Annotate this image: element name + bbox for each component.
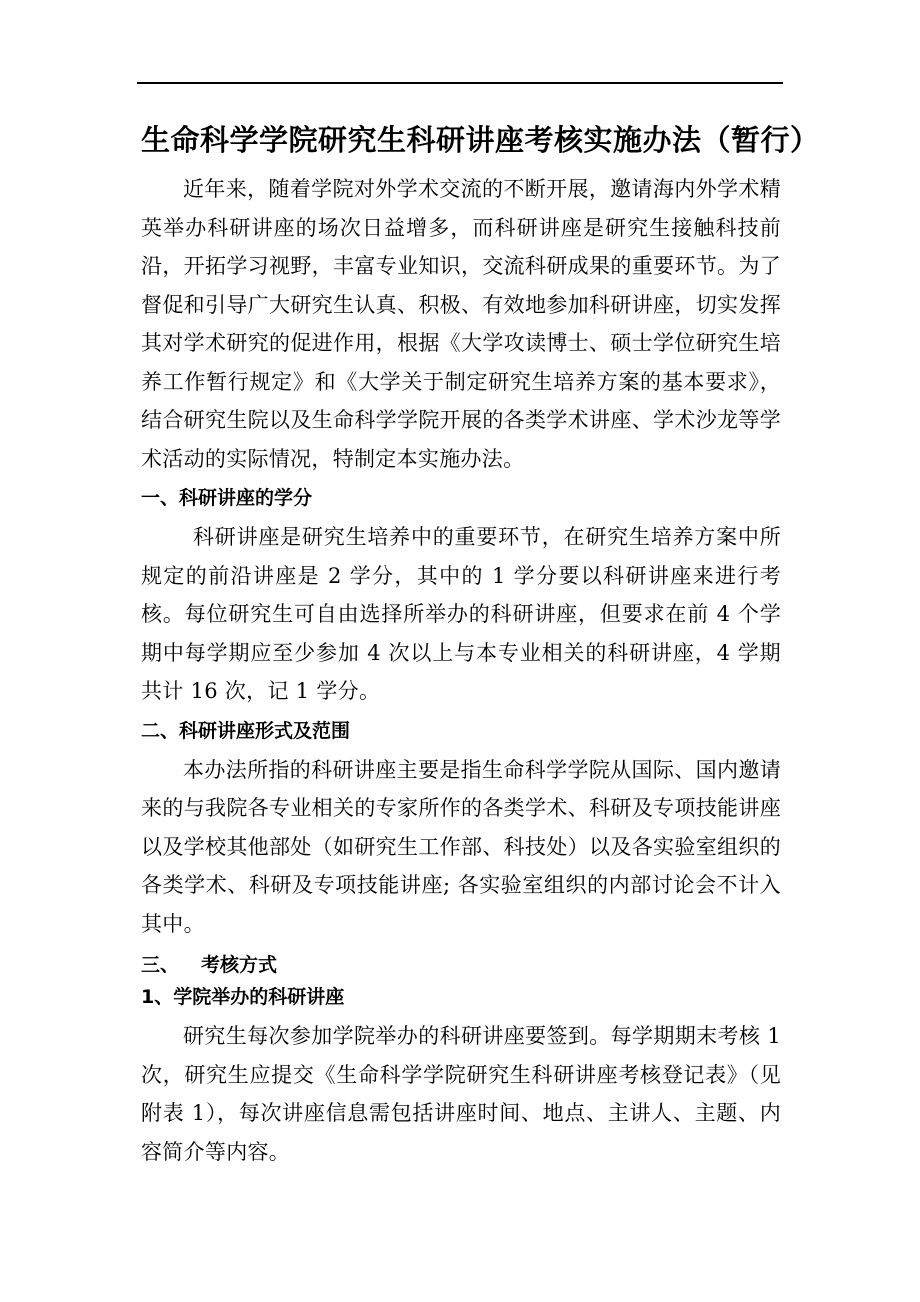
subsection-heading-college-lectures: 1、学院举办的科研讲座 <box>141 986 345 1008</box>
header-rule <box>137 82 783 84</box>
document-title: 生命科学学院研究生科研讲座考核实施办法（暂行） <box>141 123 820 157</box>
section-heading-assessment-text: 考核方式 <box>201 954 278 976</box>
section-heading-credits: 一、科研讲座的学分 <box>141 487 313 509</box>
section-heading-scope: 二、科研讲座形式及范围 <box>141 719 351 742</box>
section-body-credits: 科研讲座是研究生培养中的重要环节，在研究生培养方案中所规定的前沿讲座是 2 学分，其中的 1 学分要以科研讲座来进行考核。每位研究生可自由选择所举办的科研讲座，但要求在前 4 个学期中每学期应至少参加 4 次以上与本专业相关的科研讲座，4 学期共计 16 次，记 1 学分。 <box>141 525 781 703</box>
section-heading-assessment-number: 三、 <box>141 954 180 976</box>
intro-paragraph: 近年来，随着学院对外学术交流的不断开展，邀请海内外学术精英举办科研讲座的场次日益增多，而科研讲座是研究生接触科技前沿，开拓学习视野，丰富专业知识，交流科研成果的重要环节。为了督促和引导广大研究生认真、积极、有效地参加科研讲座，切实发挥其对学术研究的促进作用，根据《大学攻读博士、硕士学位研究生培养工作暂行规定》和《大学关于制定研究生培养方案的基本要求》，结合研究生院以及生命科学学院开展的各类学术讲座、学术沙龙等学术活动的实际情况，特制定本实施办法。 <box>141 177 781 471</box>
subsection-body-college-lectures: 研究生每次参加学院举办的科研讲座要签到。每学期期末考核 1 次，研究生应提交《生命科学学院研究生科研讲座考核登记表》（见附表 1），每次讲座信息需包括讲座时间、地点、主讲人、主题、内容简介等内容。 <box>141 1024 781 1164</box>
section-heading-assessment <box>141 953 781 977</box>
section-body-scope: 本办法所指的科研讲座主要是指生命科学学院从国际、国内邀请来的与我院各专业相关的专家所作的各类学术、科研及专项技能讲座以及学校其他部处（如研究生工作部、科技处）以及各实验室组织的各类学术、科研及专项技能讲座; 各实验室组织的内部讨论会不计入其中。 <box>141 757 781 936</box>
document-body <box>141 116 820 1171</box>
